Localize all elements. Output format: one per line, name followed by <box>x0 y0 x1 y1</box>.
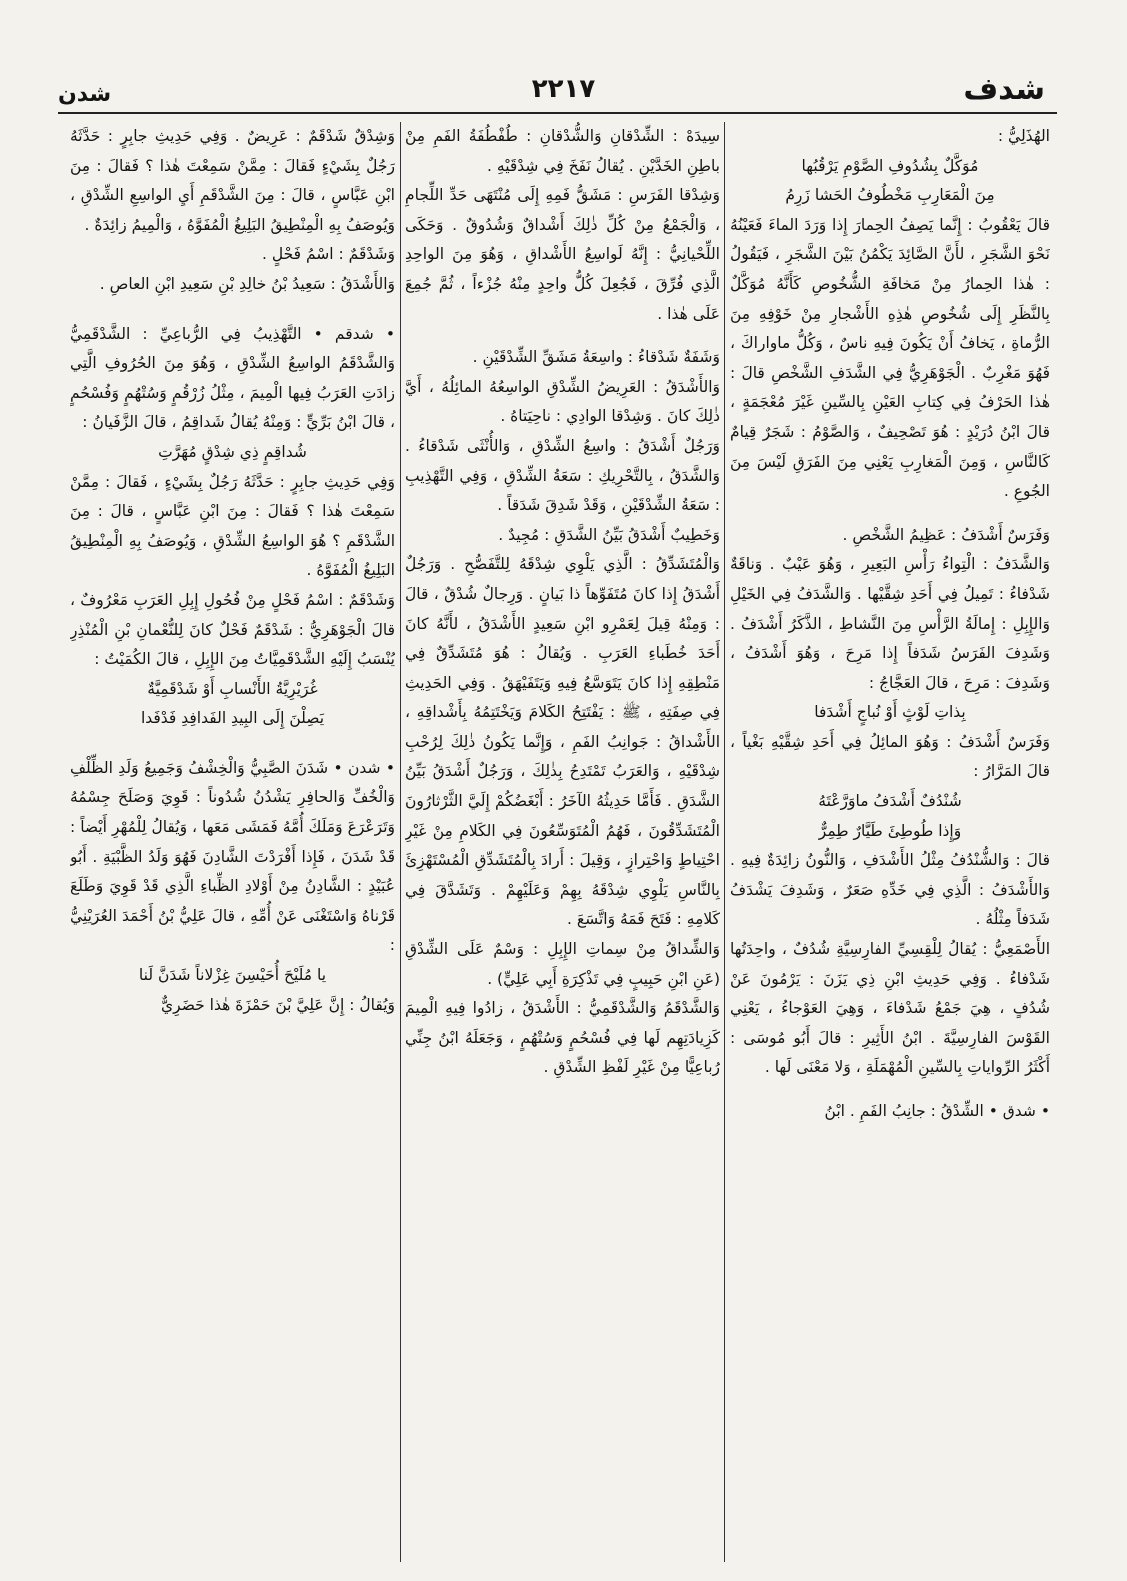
definition-paragraph: وَفَرَسٌ أَشْدَفُ : وَهُوَ المائِلُ فِي أَحَدِ شِقَّيْهِ بَغْياً ، قالَ المَرَّارُ : <box>730 732 1050 781</box>
definition-paragraph: سِيدَهْ : الشِّدْقانِ وَالشُّدْقانِ : طُفْطُفَةُ الفَمِ مِنْ باطِنِ الخَدَّيْنِ . يُقالُ نَفَخَ فِي شِدْقَيْهِ . <box>405 127 720 175</box>
definition-paragraph: قالَ يَعْقُوبُ : إِنَّما يَصِفُ الحِمارَ إِذا وَرَدَ الماءَ فَعَيْنُهُ نَحْوَ الشَّجَرِ ، لأَنَّ الصَّائِدَ يَكْمُنُ بَيْنَ الشَّجَرِ ، فَيَقُولُ : هٰذا الحِمارُ مِنْ مَخافَةِ الشُّخُوصِ كَأَنَّهُ مُوَكَّلٌ بِالنَّظَرِ إِلَى شُخُوصِ هٰذِهِ الأَشْجارِ مِنْ خَوْفِهِ مِنَ الرُّماةِ ، يَخافُ أَنْ يَكُونَ فِيهِ ناسٌ ، وَكُلُّ ماواراكَ ، فَهُوَ مَغْرِبٌ . الْجَوْهَرِيُّ فِي الشَّدَفِ الشَّخْصِ قالَ : هٰذا الحَرْفُ فِي كِتابِ العَيْنِ بِالسِّينِ غَيْرَ مُعْجَمَةٍ ، قالَ ابْنُ دُرَيْدٍ : هُوَ تَصْحِيفٌ ، وَالصَّوْمُ : شَجَرٌ قِيامٌ كَالنَّاسِ ، وَمِنَ الْمَغارِبِ يَعْنِي مِنَ الفَرَقِ لَيْسَ مِنَ الجُوعِ . <box>730 215 1050 501</box>
definition-paragraph: وَشَدْقَمٌ : اسْمُ فَحْلٍ مِنْ فُحُولِ إِبِلِ العَرَبِ مَعْرُوفٌ ، قالَ الْجَوْهَرِيُّ : شَدْقَمٌ فَحْلٌ كانَ لِلنُّعْمانِ بْنِ الْمُنْذِرِ يُنْسَبُ إِلَيْهِ الشَّدْقَمِيَّاتُ مِنَ الإِبِلِ ، قالَ الكُمَيْتُ : <box>70 590 395 669</box>
definition-paragraph: وَرَجُلٌ أَشْدَقُ : واسِعُ الشِّدْقِ ، وَالأُنْثَى شَدْقاءُ . وَالشَّدَقُ ، بِالتَّحْرِيكِ : سَعَةُ الشِّدْقِ ، وَفِي التَّهْذِيبِ : سَعَةُ الشِّدْقَيْنِ ، وَقَدْ شَدِقَ شَدَقاً . <box>405 436 720 515</box>
entry-heading-shdqm: • شدقم • التَّهْذِيبُ فِي الرُّباعِيِّ : الشَّدْقَمِيُّ وَالشَّدْقَمُ الواسِعُ الشِّدْقِ ، وَهُوَ مِنَ الحُرُوفِ الَّتِي زادَتِ العَرَبُ فِيها الْمِيمَ ، مِثْلُ زُرْقُمٍ وَسُتْهُمٍ وَفُسْحُمٍ ، قالَ ابْنُ بَرِّيٍّ : وَمِنْهُ يُقالُ شَداقِمُ ، قالَ الزَّفَيانُ : <box>70 324 395 432</box>
header-rule <box>58 112 1057 114</box>
definition-paragraph: وَفَرَسٌ أَشْدَفُ : عَظِيمُ الشَّخْصِ . <box>842 525 1050 544</box>
verse-line: غُرَيْرِيَّةُ الأَنْسابِ أَوْ شَدْقَمِيَّةٌ <box>147 679 318 698</box>
column-right <box>730 122 1050 1562</box>
verse-line: يَصِلْنَ إِلَى البِيدِ الفَدافِدِ فَدْفَدا <box>140 709 325 728</box>
column-divider <box>724 122 725 1562</box>
header-first-root: شدف <box>963 72 1045 107</box>
definition-paragraph: الأَصْمَعِيُّ : يُقالُ لِلْقِسِيِّ الفارِسِيَّةِ شُدُفٌ ، واحِدَتُها شَدْفاءُ . وَفِي حَدِيثِ ابْنِ ذِي يَزَنَ : يَرْمُونَ عَنْ شُدُفٍ ، هِيَ جَمْعُ شَدْفاءَ ، وَهِيَ العَوْجاءُ ، يَعْنِي القَوْسَ الفارِسِيَّةَ . ابْنُ الأَثِيرِ : قالَ أَبُو مُوسَى : أَكْثَرُ الرِّواياتِ بِالسِّينِ الْمُهْمَلَةِ ، وَلا مَعْنَى لَها . <box>730 940 1050 1077</box>
definition-paragraph: وَشِدْقا الفَرَسِ : مَشَقُّ فَمِهِ إِلَى مُنْتَهَى حَدِّ اللِّجامِ ، وَالْجَمْعُ مِنْ كُلِّ ذٰلِكَ أَشْداقٌ وَشُدُوقٌ . وَحَكَى اللِّحْيانِيُّ : إِنَّهُ لَواسِعُ الأَشْداقِ ، وَهُوَ مِنَ الواحِدِ الَّذِي فُرِّقَ ، فَجُعِلَ كُلُّ واحِدٍ مِنْهُ جُزْءاً ، ثُمَّ جُمِعَ عَلَى هٰذا . <box>405 186 720 323</box>
verse-line: شُنْدُفٌ أَشْدَفُ ماوَرَّعْتَهُ <box>818 792 962 811</box>
definition-paragraph: وَشَفَةٌ شَدْقاءُ : واسِعَةُ مَشَقِّ الشِّدْقَيْنِ . <box>472 348 720 367</box>
definition-paragraph: وَالشَّدْقَمُ وَالشَّدْقَمِيُّ : الأَشْدَقُ ، زادُوا فِيهِ الْمِيمَ كَزِيادَتِهِم لَها فِي فُسْحُمٍ وَسُتْهُمٍ ، وَجَعَلَهُ ابْنُ جِنِّي رُباعِيًّا مِنْ غَيْرِ لَفْظِ الشِّدْقِ . <box>405 999 720 1077</box>
verse-line: وَإِذا طُوطِئَ طَيَّارٌ طِمِرٌّ <box>818 821 962 840</box>
definition-paragraph: وَشِدْقٌ شَدْقَمٌ : عَرِيضٌ . وَفِي حَدِيثِ جابِرٍ : حَدَّثَهُ رَجُلٌ بِشَيْءٍ فَقالَ : مِمَّنْ سَمِعْتَ هٰذا ؟ فَقالَ : مِنَ ابْنِ عَبَّاسٍ ، قالَ : مِنَ الشَّدْقَمِ أَيِ الواسِعِ الشِّدْقِ ، وَيُوصَفُ بِهِ الْمِنْطِيقُ البَلِيغُ الْمُفَوَّهُ ، وَالْمِيمُ زائِدَةٌ . <box>70 127 395 234</box>
page-header <box>50 60 1077 110</box>
definition-paragraph: وَالأَشْدَقُ : سَعِيدُ بْنُ خالِدِ بْنِ سَعِيدِ ابْنِ العاصِ . <box>99 274 395 293</box>
entry-heading-shdn: • شدن • شَدَنَ الصَّبِيُّ وَالْخِشْفُ وَجَمِيعُ وَلَدِ الظِّلْفِ وَالْخُفِّ وَالحافِرِ يَشْدُنُ شُدُوناً : قَوِيَ وَصَلَحَ جِسْمُهُ وَتَرَعْرَعَ وَمَلَكَ أُمَّهُ فَمَشَى مَعَها ، وَيُقالُ لِلْمُهْرِ أَيْضاً : قَدْ شَدَنَ ، فَإِذا أَفْرَدْتَ الشَّادِنَ فَهُوَ وَلَدُ الظَّبْيَةِ . أَبُو عُبَيْدٍ : الشَّادِنُ مِنْ أَوْلادِ الظِّباءِ الَّذِي قَدْ قَوِيَ وَطَلَعَ قَرْناهُ وَاسْتَغْنَى عَنْ أُمِّهِ ، قالَ عَلِيُّ بْنُ أَحْمَدَ العُرَيْنِيُّ : <box>70 758 395 955</box>
verse-line: مُوَكَّلٌ بِشُدُوفِ الصَّوْمِ يَرْقُبُها <box>801 156 979 175</box>
column-divider <box>400 122 401 1562</box>
page-number: ٢٢١٧ <box>531 74 596 104</box>
column-middle <box>405 122 720 1562</box>
definition-paragraph: وَالأَشْدَقُ : العَرِيضُ الشِّدْقِ الواسِعُهُ المائِلُهُ ، أَيَّ ذٰلِكَ كانَ . وَشِدْقا الوادِي : ناحِيَتاهُ . <box>405 377 720 426</box>
definition-paragraph: وَخَطِيبٌ أَشْدَقُ بَيِّنُ الشَّدَقِ : مُجِيدٌ . <box>498 525 720 544</box>
verse-line: مِنَ الْمَعَارِبِ مَخْطُوفُ الحَشا زَرِمُ <box>785 186 995 205</box>
definition-paragraph: وَشَدْقَمٌ : اسْمُ فَحْلٍ . <box>262 245 395 264</box>
verse-line: بِذاتِ لَوْثٍ أَوْ نُباجٍ أَشْدَفا <box>814 703 966 722</box>
citation-label: الهُذَلِيُّ : <box>997 127 1050 145</box>
entry-heading-shdq: • شدق • الشِّدْقُ : جانِبُ الفَمِ . ابْنُ <box>824 1102 1050 1120</box>
definition-paragraph: قالَ : وَالشُّنْدُفُ مِثْلُ الأَشْدَفِ ، وَالنُّونُ زائِدَةٌ فِيهِ . وَالأَشْدَفُ : الَّذِي فِي خَدِّهِ صَعَرٌ ، وَشَدِفَ يَشْدَفُ شَدَفاً مِثْلُهُ . <box>730 851 1050 929</box>
definition-paragraph: وَالشَّدَفُ : الْتِواءُ رَأْسِ البَعِيرِ ، وَهُوَ عَيْبٌ . وَناقَةٌ شَدْفاءُ : تَمِيلُ فِي أَحَدِ شِقَّيْها . وَالشَّدَفُ فِي الخَيْلِ وَالإِبِلِ : إِمالَةُ الرَّأْسِ مِنَ النَّشاطِ ، الذَّكَرُ أَشْدَفُ . وَشَدِفَ الفَرَسُ شَدَفاً إِذا مَرِحَ ، وَهُوَ أَشْدَفُ ، وَشَدِفَ : مَرِحَ ، قالَ العَجَّاجُ : <box>730 555 1050 692</box>
definition-paragraph: وَفِي حَدِيثِ جابِرٍ : حَدَّثَهُ رَجُلٌ بِشَيْءٍ ، فَقالَ : مِمَّنْ سَمِعْتَ هٰذا ؟ فَقالَ : مِنَ ابْنِ عَبَّاسٍ ، قالَ : مِنَ الشَّدْقَمِ ؟ هُوَ الواسِعُ الشِّدْقِ ، وَيُوصَفُ بِهِ الْمِنْطِيقُ البَلِيغُ الْمُفَوَّهُ . <box>70 472 395 580</box>
definition-paragraph: وَالشِّداقُ مِنْ سِماتِ الإِبِلِ : وَسْمٌ عَلَى الشِّدْقِ (عَنِ ابْنِ حَبِيبٍ فِي تَذْكِرَةِ أَبِي عَلِيٍّ) . <box>405 940 720 988</box>
header-last-root: شدن <box>58 82 112 107</box>
column-left <box>70 122 395 1562</box>
definition-paragraph: وَالْمُتَشَدِّقُ : الَّذِي يَلْوِي شِدْقَهُ لِلتَّفَصُّحِ . وَرَجُلٌ أَشْدَقُ إِذا كانَ مُتَفَوِّهاً ذا بَيانٍ . وَرِجالٌ شُدْقٌ ، قالَ : وَمِنْهُ قِيلَ لِعَمْرِو ابْنِ سَعِيدٍ الأَشْدَقُ ، لأَنَّهُ كانَ أَحَدَ خُطَباءِ العَرَبِ . وَيُقالُ : هُوَ مُتَشَدِّقٌ فِي مَنْطِقِهِ إِذا كانَ يَتَوَسَّعُ فِيهِ وَيَتَفَيْهَقُ . وَفِي الحَدِيثِ فِي صِفَتِهِ ، ﷺ : يَفْتَتِحُ الكَلامَ وَيَخْتَتِمُهُ بِأَشْداقِهِ ، الأَشْداقُ : جَوانِبُ الفَمِ ، وَإِنَّما يَكُونُ ذٰلِكَ لِرُحْبِ شِدْقَيْهِ ، وَالعَرَبُ تَمْتَدِحُ بِذٰلِكَ ، وَرَجُلٌ أَشْدَقُ بَيِّنُ الشَّدَقِ . فَأَمَّا حَدِيثُهُ الآخَرُ : أَبْغَضُكُمْ إِلَيَّ الثَّرْثارُونَ الْمُتَشَدِّقُونَ ، فَهُمُ الْمُتَوَسِّعُونَ فِي الكَلامِ مِنْ غَيْرِ احْتِياطٍ وَاحْتِرازٍ ، وَقِيلَ : أَرادَ بِالْمُتَشَدِّقِ الْمُسْتَهْزِئَ بِالنَّاسِ يَلْوِي شِدْقَهُ بِهِمْ وَعَلَيْهِمْ . وَتَشَدَّقَ فِي كَلامِهِ : فَتَحَ فَمَهُ وَاتَّسَعَ . <box>405 555 720 929</box>
definition-paragraph: وَيُقالُ : إِنَّ عَلِيَّ بْنَ حَمْزَةَ هٰذا حَضَرِيٌّ <box>161 995 395 1014</box>
verse-line: يا مُلَيْحَ أُحَيْسِنَ غِزْلاناً شَدَنَّ لَنا <box>138 966 327 985</box>
verse-line: شُداقِمٍ ذِي شِدْقٍ مُهَرَّتِ <box>158 442 307 461</box>
